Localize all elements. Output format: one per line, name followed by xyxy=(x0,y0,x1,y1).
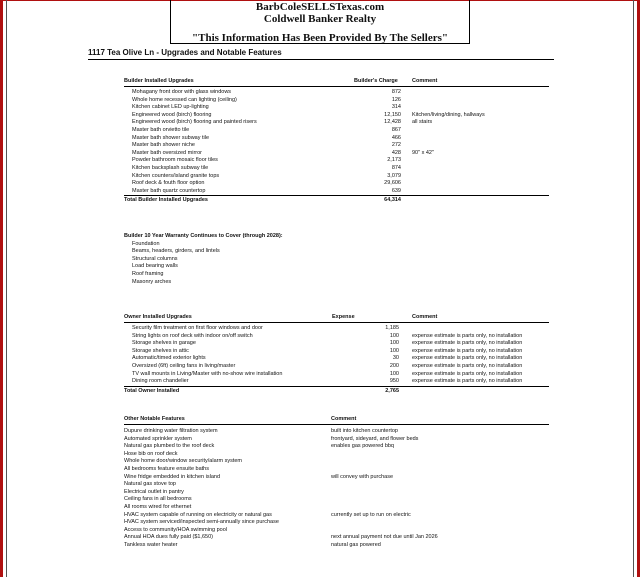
owner-item: Storage shelves in attic xyxy=(132,347,189,354)
brokerage-name: Coldwell Banker Realty xyxy=(263,13,377,25)
notable-row xyxy=(124,489,549,497)
builder-item: Master bath orvietto tile xyxy=(132,126,190,133)
notable-item: Access to community/HOA swimming pool xyxy=(124,526,228,533)
notable-row xyxy=(124,527,549,535)
builder-item: Kitchen cabinet LED up-lighting xyxy=(132,104,209,111)
notable-comment: currently set up to run on electric xyxy=(331,511,411,518)
owner-comment: expense estimate is parts only, no installation xyxy=(412,332,523,339)
owner-col-header-comment: Comment xyxy=(412,314,438,320)
owner-comment: expense estimate is parts only, no installation xyxy=(412,378,523,385)
warranty-item xyxy=(124,279,549,287)
builder-item: Engineered wood (birch) flooring xyxy=(132,111,212,118)
notable-section xyxy=(124,416,549,550)
builder-charge: 428 xyxy=(391,149,401,156)
owner-expense: 200 xyxy=(389,362,399,369)
owner-item: Storage shelves in garage xyxy=(132,340,196,347)
builder-comment: all stairs xyxy=(412,119,433,126)
builder-total-row xyxy=(124,195,549,204)
builder-row xyxy=(124,157,549,165)
builder-item: Whole home recessed can lighting (ceiling) xyxy=(132,96,237,103)
warranty-item xyxy=(124,263,549,271)
builder-rows xyxy=(124,87,549,195)
builder-charge: 639 xyxy=(391,187,401,194)
builder-charge: 12,428 xyxy=(384,119,401,126)
notable-row xyxy=(124,519,549,527)
notable-item: Natural gas plumbed to the roof deck xyxy=(124,443,215,450)
builder-charge: 272 xyxy=(391,142,401,149)
warranty-item xyxy=(124,271,549,279)
builder-row xyxy=(124,127,549,135)
builder-item: Master bath shower subway tile xyxy=(132,134,210,141)
builder-row xyxy=(124,165,549,173)
warranty-item-text: Foundation xyxy=(132,240,160,247)
notable-item: Whole home door/window security/alarm system xyxy=(124,458,242,465)
warranty-item-text: Load bearing walls xyxy=(132,263,178,270)
builder-charge: 29,606 xyxy=(384,180,401,187)
builder-row xyxy=(124,112,549,120)
warranty-section xyxy=(124,233,549,286)
owner-header-row xyxy=(124,314,549,323)
notable-row xyxy=(124,458,549,466)
notable-col-header-item: Other Notable Features xyxy=(124,416,185,422)
notable-row xyxy=(124,481,549,489)
owner-row xyxy=(124,371,549,379)
notable-item: HVAC system capable of running on electricity or natural gas xyxy=(124,511,272,518)
notable-item: Wine fridge embedded in kitchen island xyxy=(124,473,221,480)
builder-total-label: Total Builder Installed Upgrades xyxy=(124,197,208,204)
notable-comment: will convey with purchase xyxy=(331,473,394,480)
notable-item: Tankless water heater xyxy=(124,541,178,548)
owner-comment: expense estimate is parts only, no installation xyxy=(412,370,523,377)
builder-col-header-charge: Builder's Charge xyxy=(354,78,398,84)
builder-row xyxy=(124,97,549,105)
builder-row xyxy=(124,142,549,150)
builder-item: Master bath oversized mirror xyxy=(132,149,202,156)
notable-row xyxy=(124,512,549,520)
owner-row xyxy=(124,355,549,363)
builder-charge: 314 xyxy=(391,104,401,111)
owner-comment: expense estimate is parts only, no installation xyxy=(412,355,523,362)
notable-item: Automated sprinkler system xyxy=(124,435,192,442)
notable-item: Annual HOA dues fully paid ($1,650) xyxy=(124,534,213,541)
builder-row xyxy=(124,173,549,181)
owner-item: Oversized (6ft) ceiling fans in living/master xyxy=(132,362,236,369)
builder-row xyxy=(124,180,549,188)
owner-col-header-expense: Expense xyxy=(332,314,355,320)
notable-comment: enables gas powered bbq xyxy=(331,443,394,450)
builder-item: Master bath shower niche xyxy=(132,142,195,149)
owner-expense: 100 xyxy=(389,347,399,354)
notable-item: Ceiling fans in all bedrooms xyxy=(124,496,192,503)
notable-row xyxy=(124,534,549,542)
notable-row xyxy=(124,428,549,436)
notable-row xyxy=(124,474,549,482)
warranty-items xyxy=(124,241,549,287)
notable-comment: next annual payment not due until Jan 2026 xyxy=(331,534,438,541)
owner-total-label: Total Owner Installed xyxy=(124,387,180,394)
owner-item: Security film treatment on first floor windows and door xyxy=(132,325,263,331)
builder-charge: 872 xyxy=(391,89,401,95)
notable-header-row xyxy=(124,416,549,425)
owner-comment: expense estimate is parts only, no installation xyxy=(412,362,523,369)
owner-expense: 30 xyxy=(392,355,399,362)
notable-item: Hose bib on roof deck xyxy=(124,450,178,457)
owner-row xyxy=(124,378,549,386)
owner-row xyxy=(124,340,549,348)
builder-item: Engineered wood (birch) flooring and painted risers xyxy=(132,119,257,126)
owner-section xyxy=(124,314,549,395)
builder-item: Kitchen counters/island granite tops xyxy=(132,172,220,179)
builder-charge: 126 xyxy=(391,96,401,103)
owner-item: Automatic/timed exterior lights xyxy=(132,355,206,362)
notable-item: HVAC system serviced/inspected semi-annually since purchase xyxy=(124,519,279,526)
notable-row xyxy=(124,436,549,444)
builder-item: Roof deck & fouth floor option xyxy=(132,180,205,187)
owner-item: TV wall mounts in Living/Master with no-show wire installation xyxy=(132,370,283,377)
notable-row xyxy=(124,504,549,512)
owner-row xyxy=(124,333,549,341)
notable-row xyxy=(124,451,549,459)
notable-item: Dupure drinking water filtration system xyxy=(124,428,218,434)
notable-col-header-comment: Comment xyxy=(331,416,357,422)
builder-comment: 90" x 42" xyxy=(412,149,434,156)
notable-row xyxy=(124,496,549,504)
notable-row xyxy=(124,466,549,474)
owner-row xyxy=(124,363,549,371)
builder-section xyxy=(124,78,549,204)
builder-row xyxy=(124,89,549,97)
notable-comment: built into kitchen countertop xyxy=(331,428,398,434)
owner-item: Dining room chandelier xyxy=(132,378,189,385)
builder-charge: 12,150 xyxy=(384,111,401,118)
owner-expense: 1,185 xyxy=(385,325,399,331)
builder-charge: 466 xyxy=(391,134,401,141)
builder-comment: Kitchen/living/dining, hallways xyxy=(412,111,485,118)
doc-title: 1117 Tea Olive Ln - Upgrades and Notable Features xyxy=(88,48,554,60)
builder-row xyxy=(124,150,549,158)
builder-item: Powder bathroom mosaic floor tiles xyxy=(132,157,218,164)
builder-col-header-item: Builder Installed Upgrades xyxy=(124,78,194,84)
builder-charge: 867 xyxy=(391,126,401,133)
warranty-item xyxy=(124,248,549,256)
builder-item: Kitchen backsplash subway tile xyxy=(132,164,209,171)
owner-col-header-item: Owner Installed Upgrades xyxy=(124,314,192,320)
disclaimer: "This Information Has Been Provided By The Sellers" xyxy=(192,32,448,44)
owner-expense: 100 xyxy=(389,370,399,377)
warranty-item-text: Beams, headers, girders, and lintels xyxy=(132,248,220,255)
builder-row xyxy=(124,188,549,196)
warranty-item-text: Structural columns xyxy=(132,255,178,262)
owner-expense: 950 xyxy=(389,378,399,385)
notable-item: Electrical outlet in pantry xyxy=(124,488,184,495)
builder-item: Mohagany front door with glass windows xyxy=(132,89,232,95)
notable-row xyxy=(124,542,549,550)
owner-comment: expense estimate is parts only, no installation xyxy=(412,347,523,354)
header-box xyxy=(170,0,470,44)
notable-item: All rooms wired for ethernet xyxy=(124,503,192,510)
owner-expense: 100 xyxy=(389,332,399,339)
owner-rows xyxy=(124,323,549,386)
owner-item: String lights on roof deck with indoor on/off switch xyxy=(132,332,253,339)
owner-total-row xyxy=(124,386,549,395)
notable-comment: frontyard, sideyard, and flower beds xyxy=(331,435,419,442)
notable-item: All bedrooms feature ensuite baths xyxy=(124,465,209,472)
builder-item: Master bath quartz countertop xyxy=(132,187,206,194)
owner-expense: 100 xyxy=(389,340,399,347)
warranty-item-text: Roof framing xyxy=(132,270,164,277)
builder-charge: 874 xyxy=(391,164,401,171)
builder-charge: 3,079 xyxy=(387,172,401,179)
warranty-item-text: Masonry arches xyxy=(132,278,172,285)
warranty-item xyxy=(124,241,549,249)
notable-item: Natural gas stove top xyxy=(124,481,176,488)
site-name: BarbColeSELLSTexas.com xyxy=(255,1,385,13)
warranty-item xyxy=(124,256,549,264)
builder-row xyxy=(124,104,549,112)
notable-rows xyxy=(124,425,549,550)
notable-row xyxy=(124,443,549,451)
owner-row xyxy=(124,348,549,356)
owner-total-value: 2,765 xyxy=(385,387,399,394)
notable-comment: natural gas powered xyxy=(331,541,381,548)
owner-row xyxy=(124,325,549,333)
builder-row xyxy=(124,135,549,143)
warranty-header: Builder 10 Year Warranty Continues to Cover (through 2028): xyxy=(124,233,283,239)
builder-total-value: 64,314 xyxy=(384,197,401,204)
owner-comment: expense estimate is parts only, no installation xyxy=(412,340,523,347)
builder-charge: 2,173 xyxy=(387,157,401,164)
builder-row xyxy=(124,119,549,127)
builder-col-header-comment: Comment xyxy=(412,78,438,84)
builder-header-row xyxy=(124,78,549,87)
